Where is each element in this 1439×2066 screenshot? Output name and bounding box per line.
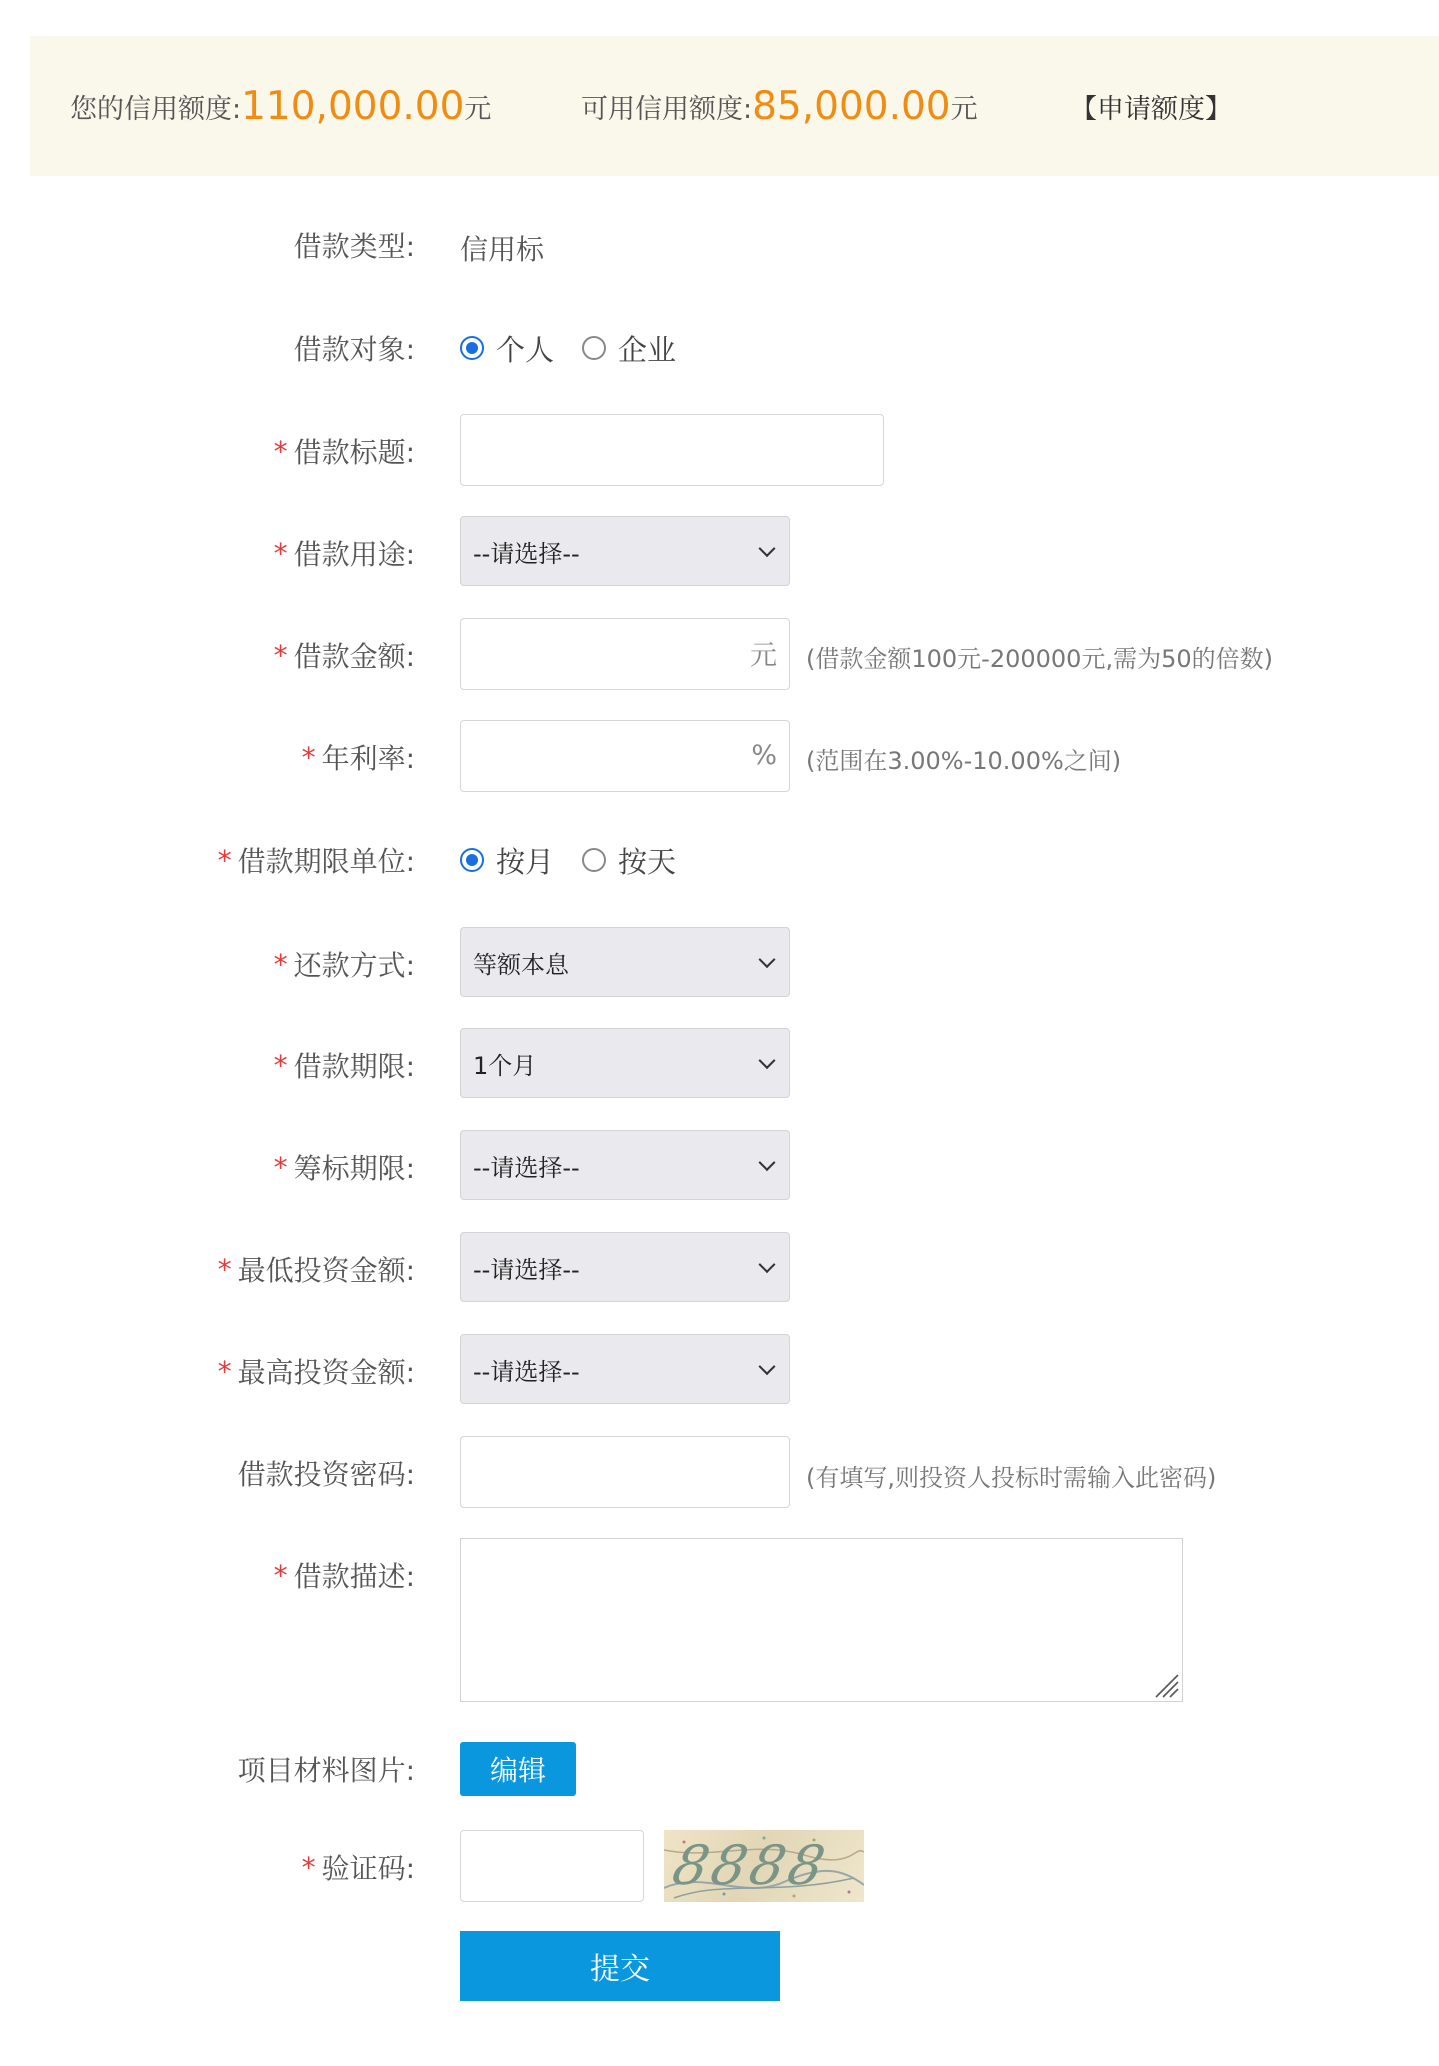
credit-banner [30, 36, 1439, 176]
captcha-text: 8888 [667, 1834, 835, 1897]
invest-password-input[interactable] [460, 1436, 790, 1508]
total-credit [70, 36, 491, 176]
percent-unit: % [751, 739, 777, 771]
total-credit-unit: 元 [464, 93, 492, 125]
title-input[interactable] [460, 414, 884, 486]
loan-type-label: 借款类型: [293, 230, 415, 263]
term-select-value: 1个月 [473, 1051, 537, 1080]
amount-unit: 元 [750, 640, 777, 672]
raise-term-select-value: --请选择-- [473, 1153, 580, 1182]
max-invest-label: * 最高投资金额: [217, 1354, 415, 1389]
radio-by-month-label: 按月 [496, 844, 555, 879]
term-select[interactable] [460, 1028, 790, 1098]
available-credit-amount: 85,000.00 [752, 83, 951, 129]
max-invest-select-value: --请选择-- [473, 1357, 580, 1386]
max-invest-select[interactable] [460, 1334, 790, 1404]
radio-personal-circle[interactable] [460, 336, 484, 360]
resize-grip-icon[interactable] [1152, 1671, 1180, 1699]
rate-input[interactable] [460, 720, 790, 792]
repayment-select-value: 等额本息 [473, 950, 569, 979]
submit-button[interactable]: 提交 [460, 1931, 780, 2001]
raise-term-select[interactable] [460, 1130, 790, 1200]
total-credit-label: 您的信用额度: [70, 93, 242, 125]
chevron-down-icon [759, 540, 776, 557]
password-hint: (有填写,则投资人投标时需输入此密码) [806, 1464, 1217, 1492]
amount-hint: (借款金额100元-200000元,需为50的倍数) [806, 645, 1273, 673]
radio-by-day-circle[interactable] [582, 848, 606, 872]
captcha-image[interactable] [664, 1830, 864, 1902]
images-label: 项目材料图片: [237, 1754, 415, 1787]
radio-by-month[interactable] [460, 840, 554, 881]
repayment-label: * 还款方式: [273, 947, 415, 982]
repayment-select[interactable] [460, 927, 790, 997]
available-credit-unit: 元 [950, 93, 978, 125]
min-invest-label: * 最低投资金额: [217, 1252, 415, 1287]
min-invest-select[interactable] [460, 1232, 790, 1302]
loan-type-value: 信用标 [460, 233, 545, 266]
rate-label: * 年利率: [301, 740, 415, 775]
radio-personal[interactable] [460, 328, 554, 369]
captcha-label: * 验证码: [301, 1850, 415, 1885]
total-credit-amount: 110,000.00 [241, 83, 465, 129]
chevron-down-icon [759, 1256, 776, 1273]
description-textarea[interactable] [460, 1538, 1183, 1702]
radio-by-day-label: 按天 [618, 844, 677, 879]
amount-input[interactable] [460, 618, 790, 690]
radio-company[interactable] [582, 328, 676, 369]
edit-images-button[interactable]: 编辑 [460, 1742, 576, 1796]
borrower-label: 借款对象: [293, 333, 415, 366]
chevron-down-icon [759, 1358, 776, 1375]
radio-by-day[interactable] [582, 840, 676, 881]
min-invest-select-value: --请选择-- [473, 1255, 580, 1284]
purpose-label: * 借款用途: [273, 536, 415, 571]
raise-term-label: * 筹标期限: [273, 1150, 415, 1185]
chevron-down-icon [759, 1052, 776, 1069]
title-label: * 借款标题: [273, 434, 415, 469]
apply-credit-link[interactable]: 【申请额度】 [1070, 93, 1232, 125]
chevron-down-icon [759, 951, 776, 968]
purpose-select-value: --请选择-- [473, 539, 580, 568]
available-credit [581, 36, 978, 176]
password-label: 借款投资密码: [237, 1458, 415, 1491]
radio-by-month-circle[interactable] [460, 848, 484, 872]
term-unit-label: * 借款期限单位: [217, 843, 415, 878]
purpose-select[interactable] [460, 516, 790, 586]
radio-personal-label: 个人 [496, 332, 555, 367]
term-label: * 借款期限: [273, 1048, 415, 1083]
chevron-down-icon [759, 1154, 776, 1171]
radio-company-label: 企业 [618, 332, 677, 367]
captcha-input[interactable] [460, 1830, 644, 1902]
available-credit-label: 可用信用额度: [581, 93, 753, 125]
borrower-radio-group [460, 328, 704, 368]
amount-label: * 借款金额: [273, 638, 415, 673]
rate-hint: (范围在3.00%-10.00%之间) [806, 747, 1122, 775]
required-mark: * [273, 434, 288, 468]
radio-company-circle[interactable] [582, 336, 606, 360]
term-unit-radio-group [460, 840, 704, 880]
description-label: * 借款描述: [273, 1558, 415, 1593]
